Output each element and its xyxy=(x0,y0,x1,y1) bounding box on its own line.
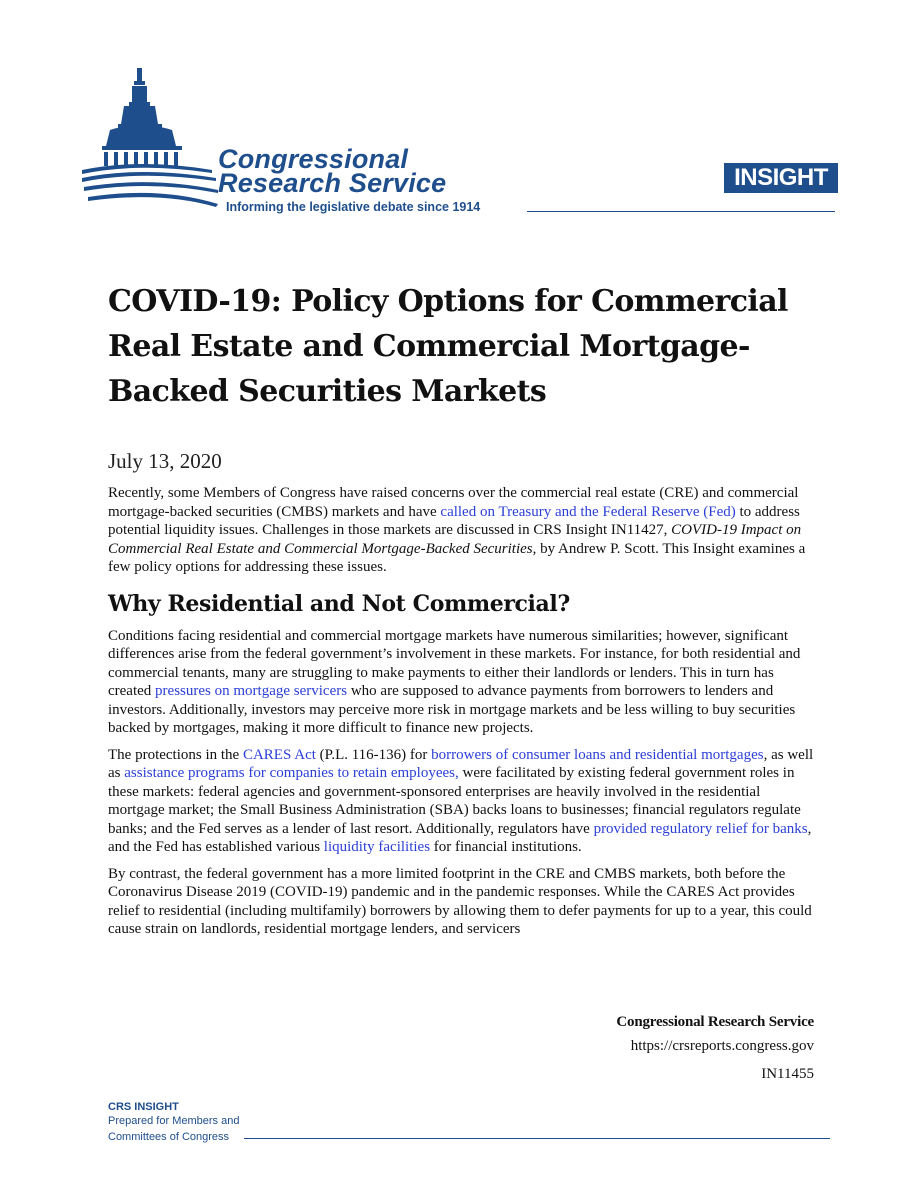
document-title: COVID-19: Policy Options for Commercial Real Estate and Commercial Mortgage-Backed Securities Markets xyxy=(108,284,788,409)
text-run: Recently, some Members of Congress have raised concerns over the commercial real estate (CRE) and commercial mortgage-backed securities (CMBS) markets and have xyxy=(108,485,799,520)
capitol-dome-logo-icon xyxy=(80,66,220,216)
text-run: for financial institutions. xyxy=(430,839,582,855)
link-mortgage-servicers[interactable]: pressures on mortgage servicers xyxy=(155,683,348,699)
footer-url-link[interactable]: https://crsreports.congress.gov xyxy=(630,1038,814,1054)
crs-insight-label: CRS INSIGHT xyxy=(108,1101,179,1113)
link-regulatory-relief[interactable]: provided regulatory relief for banks xyxy=(593,820,808,837)
link-liquidity-facilities[interactable]: liquidity facilities xyxy=(323,839,431,855)
section-heading: Why Residential and Not Commercial? xyxy=(108,590,570,617)
link-assistance-programs[interactable]: assistance programs for companies to retain employees, xyxy=(124,765,459,781)
report-id: IN11455 xyxy=(761,1066,814,1082)
text-run: (P.L. 116-136) for xyxy=(315,746,432,763)
document-date: July 13, 2020 xyxy=(108,449,222,473)
link-cares-act[interactable]: CARES Act xyxy=(242,746,316,763)
document-body xyxy=(108,484,814,947)
text-run: , by Andrew P. Scott. This Insight examines a few policy options for addressing these issues. xyxy=(108,540,806,575)
paragraph-intro xyxy=(108,484,814,577)
text-run: By contrast, the federal government has a more limited footprint in the CRE and CMBS markets, both before the Coronavirus Disease 2019 (COVID-19) pandemic and in the pandemic responses. While the CARES Act provides relief to residential (including multifamily) borrowers by allowing them to defer payments for up to a year, this could cause strain on landlords, residential mortgage lenders, and servicers xyxy=(108,865,812,937)
text-run: were facilitated by existing federal government roles in these markets: federal agencies and government-sponsored enterprises are heavily involved in the residential mortgage market; the Small Business Administration (SBA) backs loans to businesses; financial regulators regulate banks; and the Fed serves as a lender of last resort. Additionally, regulators have xyxy=(108,765,801,837)
prepared-for-line2: Committees of Congress xyxy=(108,1131,230,1143)
text-run: to address potential liquidity issues. Challenges in those markets are discussed in CRS Insight IN11427, xyxy=(108,503,800,538)
paragraph-conditions xyxy=(108,627,814,738)
tagline-divider xyxy=(527,211,835,212)
report-title-italic: COVID-19 Impact on Commercial Real Estate and Commercial Mortgage-Backed Securities xyxy=(108,522,802,557)
link-borrowers-consumer-loans[interactable]: borrowers of consumer loans and residential mortgages xyxy=(431,746,764,763)
organization-name-line1: Congressional xyxy=(218,144,409,174)
insight-badge: INSIGHT xyxy=(724,163,838,193)
footer-organization: Congressional Research Service xyxy=(616,1014,814,1030)
prepared-for-line1: Prepared for Members and xyxy=(108,1115,240,1127)
text-run: The protections in the xyxy=(108,746,243,763)
paragraph-contrast xyxy=(108,865,814,939)
text-run: , and the Fed has established various xyxy=(108,820,812,855)
text-run: who are supposed to advance payments from borrowers to lenders and investors. Additionally, investors may perceive more risk in mortgage markets and be less willing to buy securities backed by mortgages, making it more difficult to finance new projects. xyxy=(108,683,796,736)
link-treasury-fed[interactable]: called on Treasury and the Federal Reserve (Fed) xyxy=(440,503,736,520)
text-run: Conditions facing residential and commercial mortgage markets have numerous similarities; however, significant differences arise from the federal government’s involvement in these markets. For instance, for both residential and commercial tenants, many are struggling to make payments to either their landlords or lenders. This in turn has created xyxy=(108,627,801,699)
text-run: , as well as xyxy=(108,746,814,781)
footer-divider xyxy=(244,1138,830,1139)
organization-name-line2: Research Service xyxy=(218,168,447,198)
paragraph-protections xyxy=(108,746,814,857)
tagline: Informing the legislative debate since 1914 xyxy=(226,200,481,214)
